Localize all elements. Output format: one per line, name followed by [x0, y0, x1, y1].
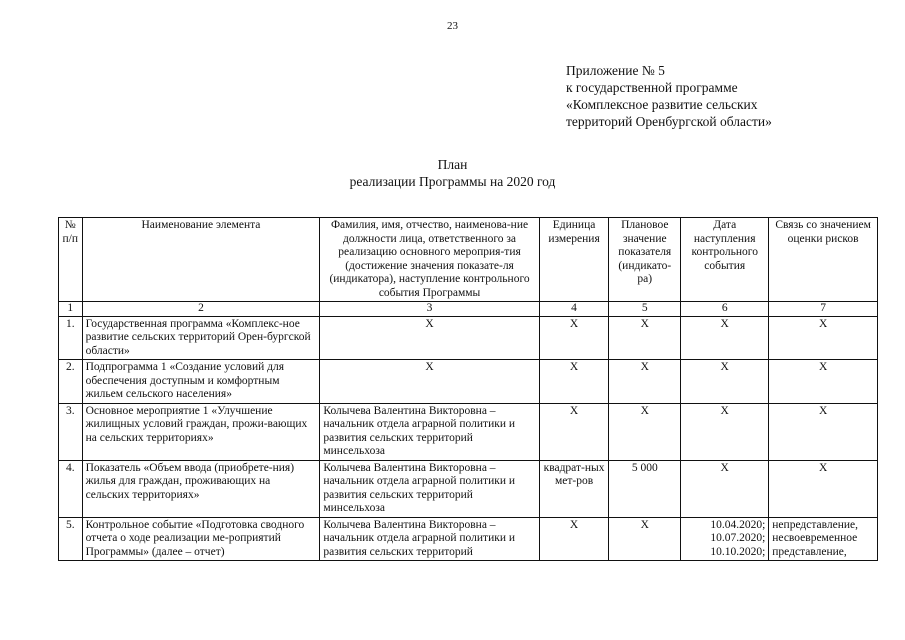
header-unit: Единица измерения — [539, 218, 609, 302]
row-number: 4. — [59, 460, 83, 517]
column-number: 7 — [769, 302, 878, 317]
element-name: Подпрограмма 1 «Создание условий для обеспечения доступным и комфортным жильем сельского населения» — [82, 360, 320, 404]
row-number: 5. — [59, 517, 83, 561]
table-header-row — [59, 218, 878, 302]
responsible-person: Х — [320, 360, 539, 404]
column-number-row — [59, 302, 878, 317]
appendix-line: к государственной программе — [566, 80, 738, 95]
table-row — [59, 360, 878, 404]
plan-value: Х — [609, 316, 681, 360]
table-row — [59, 460, 878, 517]
table-row — [59, 403, 878, 460]
risk-link: Х — [769, 460, 878, 517]
plan-title-line1: План — [437, 157, 468, 172]
plan-title — [0, 156, 905, 190]
header-responsible: Фамилия, имя, отчество, наименова-ние должности лица, ответственного за реализацию основного мероприя-тия (достижение значения показате-ля (индикатора), наступление контрольного события Программы — [320, 218, 539, 302]
risk-link: Х — [769, 360, 878, 404]
unit: Х — [539, 360, 609, 404]
event-date: Х — [681, 360, 769, 404]
responsible-person: Колычева Валентина Викторовна – начальник отдела аграрной политики и развития сельских территорий — [320, 517, 539, 561]
table-row — [59, 517, 878, 561]
appendix-line: «Комплексное развитие сельских — [566, 97, 758, 112]
event-date: Х — [681, 316, 769, 360]
appendix-line: Приложение № 5 — [566, 63, 665, 78]
unit: квадрат-ных мет-ров — [539, 460, 609, 517]
element-name: Государственная программа «Комплекс-ное развитие сельских территорий Орен-бургской области» — [82, 316, 320, 360]
column-number: 2 — [82, 302, 320, 317]
appendix-caption — [566, 62, 896, 130]
risk-link: Х — [769, 316, 878, 360]
header-plan-value: Плановое значение показателя (индикато-ра) — [609, 218, 681, 302]
header-element-name: Наименование элемента — [82, 218, 320, 302]
plan-value: Х — [609, 360, 681, 404]
element-name: Показатель «Объем ввода (приобрете-ния) жилья для граждан, проживающих на сельских территориях» — [82, 460, 320, 517]
plan-table — [58, 217, 878, 561]
column-number: 4 — [539, 302, 609, 317]
plan-value: Х — [609, 403, 681, 460]
header-event-date: Дата наступления контрольного события — [681, 218, 769, 302]
unit: Х — [539, 517, 609, 561]
responsible-person: Колычева Валентина Викторовна – начальник отдела аграрной политики и развития сельских территорий минсельхоза — [320, 460, 539, 517]
column-number: 5 — [609, 302, 681, 317]
element-name: Основное мероприятие 1 «Улучшение жилищных условий граждан, прожи-вающих на сельских территориях» — [82, 403, 320, 460]
header-number: № п/п — [59, 218, 83, 302]
responsible-person: Колычева Валентина Викторовна – начальник отдела аграрной политики и развития сельских территорий минсельхоза — [320, 403, 539, 460]
element-name: Контрольное событие «Подготовка сводного отчета о ходе реализации ме-роприятий Программы» (далее – отчет) — [82, 517, 320, 561]
column-number: 3 — [320, 302, 539, 317]
plan-value: Х — [609, 517, 681, 561]
page-number: 23 — [447, 20, 458, 32]
row-number: 2. — [59, 360, 83, 404]
event-date: Х — [681, 403, 769, 460]
table-row — [59, 316, 878, 360]
column-number: 6 — [681, 302, 769, 317]
event-date: Х — [681, 460, 769, 517]
header-risk-link: Связь со значением оценки рисков — [769, 218, 878, 302]
plan-value: 5 000 — [609, 460, 681, 517]
row-number: 3. — [59, 403, 83, 460]
risk-link: непредставление, несвоевременное представление, — [769, 517, 878, 561]
unit: Х — [539, 316, 609, 360]
unit: Х — [539, 403, 609, 460]
column-number: 1 — [59, 302, 83, 317]
responsible-person: Х — [320, 316, 539, 360]
plan-title-line2: реализации Программы на 2020 год — [349, 174, 556, 189]
appendix-line: территорий Оренбургской области» — [566, 114, 772, 129]
event-date: 10.04.2020; 10.07.2020; 10.10.2020; — [681, 517, 769, 561]
risk-link: Х — [769, 403, 878, 460]
row-number: 1. — [59, 316, 83, 360]
